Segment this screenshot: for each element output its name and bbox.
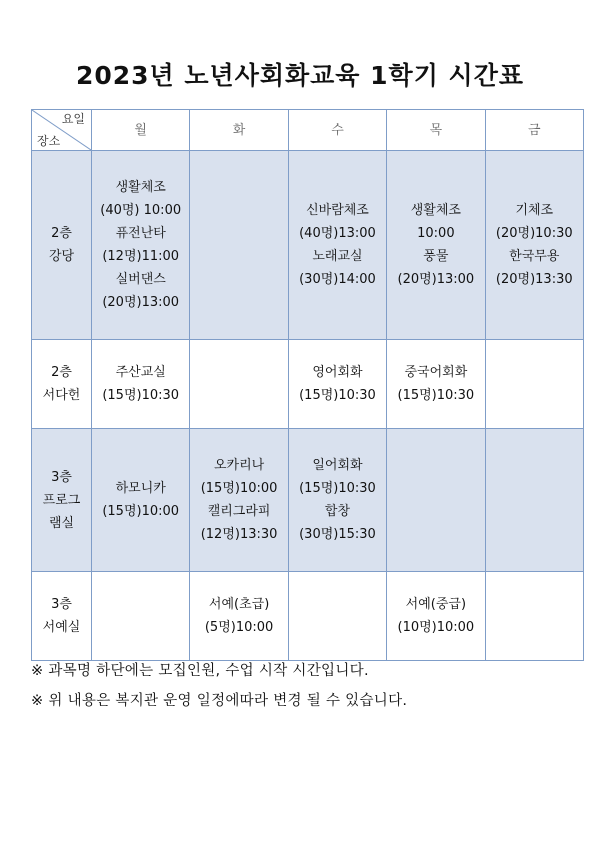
schedule-cell (190, 151, 288, 340)
class-name: 중국어회화 (404, 365, 468, 380)
class-detail: (12명)13:30 (200, 527, 278, 542)
class-detail: (20명)13:00 (102, 295, 180, 310)
day-header-fri: 금 (485, 110, 583, 151)
class-detail: (15명)10:00 (200, 481, 278, 496)
class-detail: (15명)10:30 (102, 388, 180, 403)
place-label: 3층 (51, 469, 72, 485)
schedule-cell (485, 572, 583, 661)
schedule-cell (92, 340, 190, 429)
place-cell (32, 151, 92, 340)
place-label: 2층 (51, 365, 72, 380)
timetable-row (32, 572, 584, 661)
schedule-cell (190, 429, 288, 572)
class-detail: (15명)10:30 (299, 481, 376, 496)
day-header-wed: 수 (288, 110, 386, 151)
place-label: 램실 (48, 515, 75, 531)
class-detail: (20명)13:00 (397, 272, 475, 287)
schedule-cell (288, 429, 386, 572)
class-name: 생활체조 (410, 203, 461, 218)
class-name: 실버댄스 (115, 272, 166, 287)
schedule-cell (92, 572, 190, 661)
class-name: 영어회화 (312, 365, 363, 380)
schedule-cell (485, 429, 583, 572)
corner-place-label: 장소 (37, 134, 61, 148)
class-detail: (30명)15:30 (299, 527, 376, 542)
class-detail: (40명)13:00 (299, 226, 376, 241)
class-name: 주산교실 (115, 365, 166, 380)
page-title: 2023년 노년사회화교육 1학기 시간표 (75, 61, 525, 90)
timetable (31, 109, 584, 661)
class-name: 캘리그라피 (207, 504, 271, 519)
class-detail: (15명)10:30 (397, 388, 475, 403)
class-detail: (30명)14:00 (299, 272, 376, 287)
class-name: 생활체조 (115, 180, 166, 195)
class-name: 오카리나 (213, 458, 265, 473)
class-detail: (40명) 10:00 (100, 203, 182, 218)
class-name: 서예(중급) (405, 597, 467, 612)
place-label: 프로그 (42, 492, 81, 508)
place-cell (32, 572, 92, 661)
schedule-cell (485, 151, 583, 340)
class-name: 기체조 (515, 203, 554, 218)
class-name: 합창 (324, 504, 351, 519)
place-label: 2층 (51, 226, 72, 241)
class-name: 노래교실 (312, 249, 363, 264)
class-detail: (20명)10:30 (495, 226, 573, 241)
note-item: ※ 과목명 하단에는 모집인원, 수업 시작 시간입니다. (31, 663, 369, 679)
class-name: 신바람체조 (306, 203, 369, 218)
notes (31, 656, 591, 716)
schedule-cell (190, 340, 288, 429)
schedule-cell (387, 572, 485, 661)
schedule-cell (485, 340, 583, 429)
class-detail: (15명)10:00 (102, 504, 180, 519)
class-detail: (5명)10:00 (204, 620, 274, 635)
corner-day-label: 요일 (61, 112, 85, 126)
schedule-cell (387, 151, 485, 340)
class-name: 일어회화 (312, 458, 363, 473)
class-detail: 10:00 (417, 226, 455, 241)
timetable-row (32, 429, 584, 572)
place-label: 3층 (51, 597, 72, 612)
timetable-body (32, 151, 584, 661)
day-header-thu: 목 (387, 110, 485, 151)
class-name: 퓨전난타 (115, 226, 166, 241)
schedule-cell (288, 340, 386, 429)
class-detail: (12명)11:00 (102, 249, 180, 264)
schedule-cell (190, 572, 288, 661)
schedule-cell (288, 151, 386, 340)
corner-header-cell (32, 110, 92, 151)
place-label: 서예실 (42, 620, 81, 635)
place-label: 강당 (48, 249, 75, 264)
schedule-cell (92, 429, 190, 572)
class-name: 하모니카 (115, 481, 166, 496)
schedule-cell (92, 151, 190, 340)
place-cell (32, 429, 92, 572)
class-detail: (20명)13:30 (495, 272, 573, 287)
note-item: ※ 위 내용은 복지관 운영 일정에따라 변경 될 수 있습니다. (31, 693, 408, 709)
place-cell (32, 340, 92, 429)
class-name: 서예(초급) (208, 597, 270, 612)
day-header-mon: 월 (92, 110, 190, 151)
class-detail: (15명)10:30 (299, 388, 376, 403)
timetable-row (32, 340, 584, 429)
schedule-cell (288, 572, 386, 661)
timetable-row (32, 151, 584, 340)
schedule-cell (387, 340, 485, 429)
class-name: 풍물 (423, 249, 449, 264)
schedule-cell (387, 429, 485, 572)
class-detail: (10명)10:00 (397, 620, 475, 635)
place-label: 서다헌 (42, 388, 81, 403)
header-row (32, 110, 584, 151)
day-header-tue: 화 (190, 110, 288, 151)
class-name: 한국무용 (509, 249, 560, 264)
